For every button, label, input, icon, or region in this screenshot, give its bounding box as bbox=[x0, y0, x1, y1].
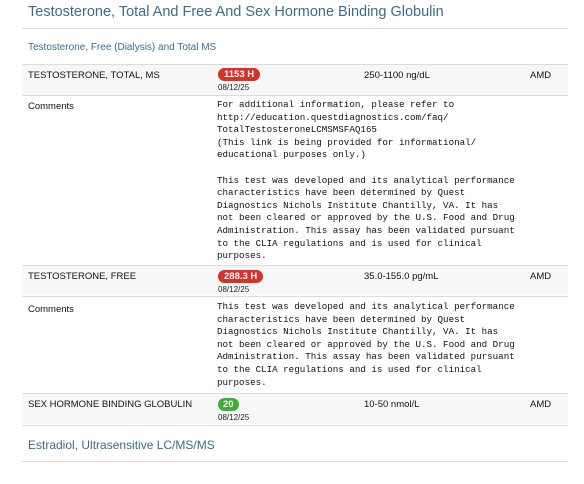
result-value-badge: 20 bbox=[218, 398, 239, 411]
test-name: SEX HORMONE BINDING GLOBULIN bbox=[28, 399, 193, 410]
panel-title: Testosterone, Total And Free And Sex Hormone Binding Globulin bbox=[28, 4, 444, 20]
result-value-badge: 1153 H bbox=[218, 68, 260, 81]
result-value-badge: 288.3 H bbox=[218, 270, 263, 283]
lab-code: AMD bbox=[530, 399, 552, 410]
comments-label: Comments bbox=[28, 101, 74, 112]
next-panel-title[interactable]: Estradiol, Ultrasensitive LC/MS/MS bbox=[28, 438, 215, 452]
comments-text: This test was developed and its analytical performance characteristics have been determined by Quest Diagnostics Nichols Institute Chantilly, VA. It has not been cleared or approved by the U.S. Food and Drug Administration. This assay has been validated pursuant to the CLIA regulations and is used for clinical purposes. bbox=[217, 301, 515, 388]
lab-code: AMD bbox=[530, 271, 552, 282]
result-date: 08/12/25 bbox=[218, 83, 250, 92]
divider bbox=[22, 28, 568, 29]
reference-range: 35.0-155.0 pg/mL bbox=[364, 271, 439, 282]
result-date: 08/12/25 bbox=[218, 285, 250, 294]
comments-text: For additional information, please refer to http://education.questdiagnostics.com/faq/ TotalTestosteroneLCMSMSFAQ165 (This link is being provided for informational/ educational purposes only.) This test was developed and its analytical performance characteristics have been determined by Quest Diagnostics Nichols Institute Chantilly, VA. It has not been cleared or approved by the U.S. Food and Drug Administration. This assay has been validated pursuant to the CLIA regulations and is used for clinical purposes. bbox=[217, 99, 515, 262]
comments-label: Comments bbox=[28, 304, 74, 315]
reference-range: 10-50 nmol/L bbox=[364, 399, 420, 410]
divider bbox=[22, 296, 568, 297]
divider bbox=[22, 425, 568, 426]
test-name: TESTOSTERONE, TOTAL, MS bbox=[28, 70, 160, 81]
panel-subtitle: Testosterone, Free (Dialysis) and Total MS bbox=[28, 42, 217, 53]
lab-code: AMD bbox=[530, 70, 552, 81]
result-date: 08/12/25 bbox=[218, 413, 250, 422]
reference-range: 250-1100 ng/dL bbox=[364, 70, 430, 81]
divider bbox=[22, 95, 568, 96]
test-name: TESTOSTERONE, FREE bbox=[28, 271, 137, 282]
divider bbox=[22, 461, 568, 462]
